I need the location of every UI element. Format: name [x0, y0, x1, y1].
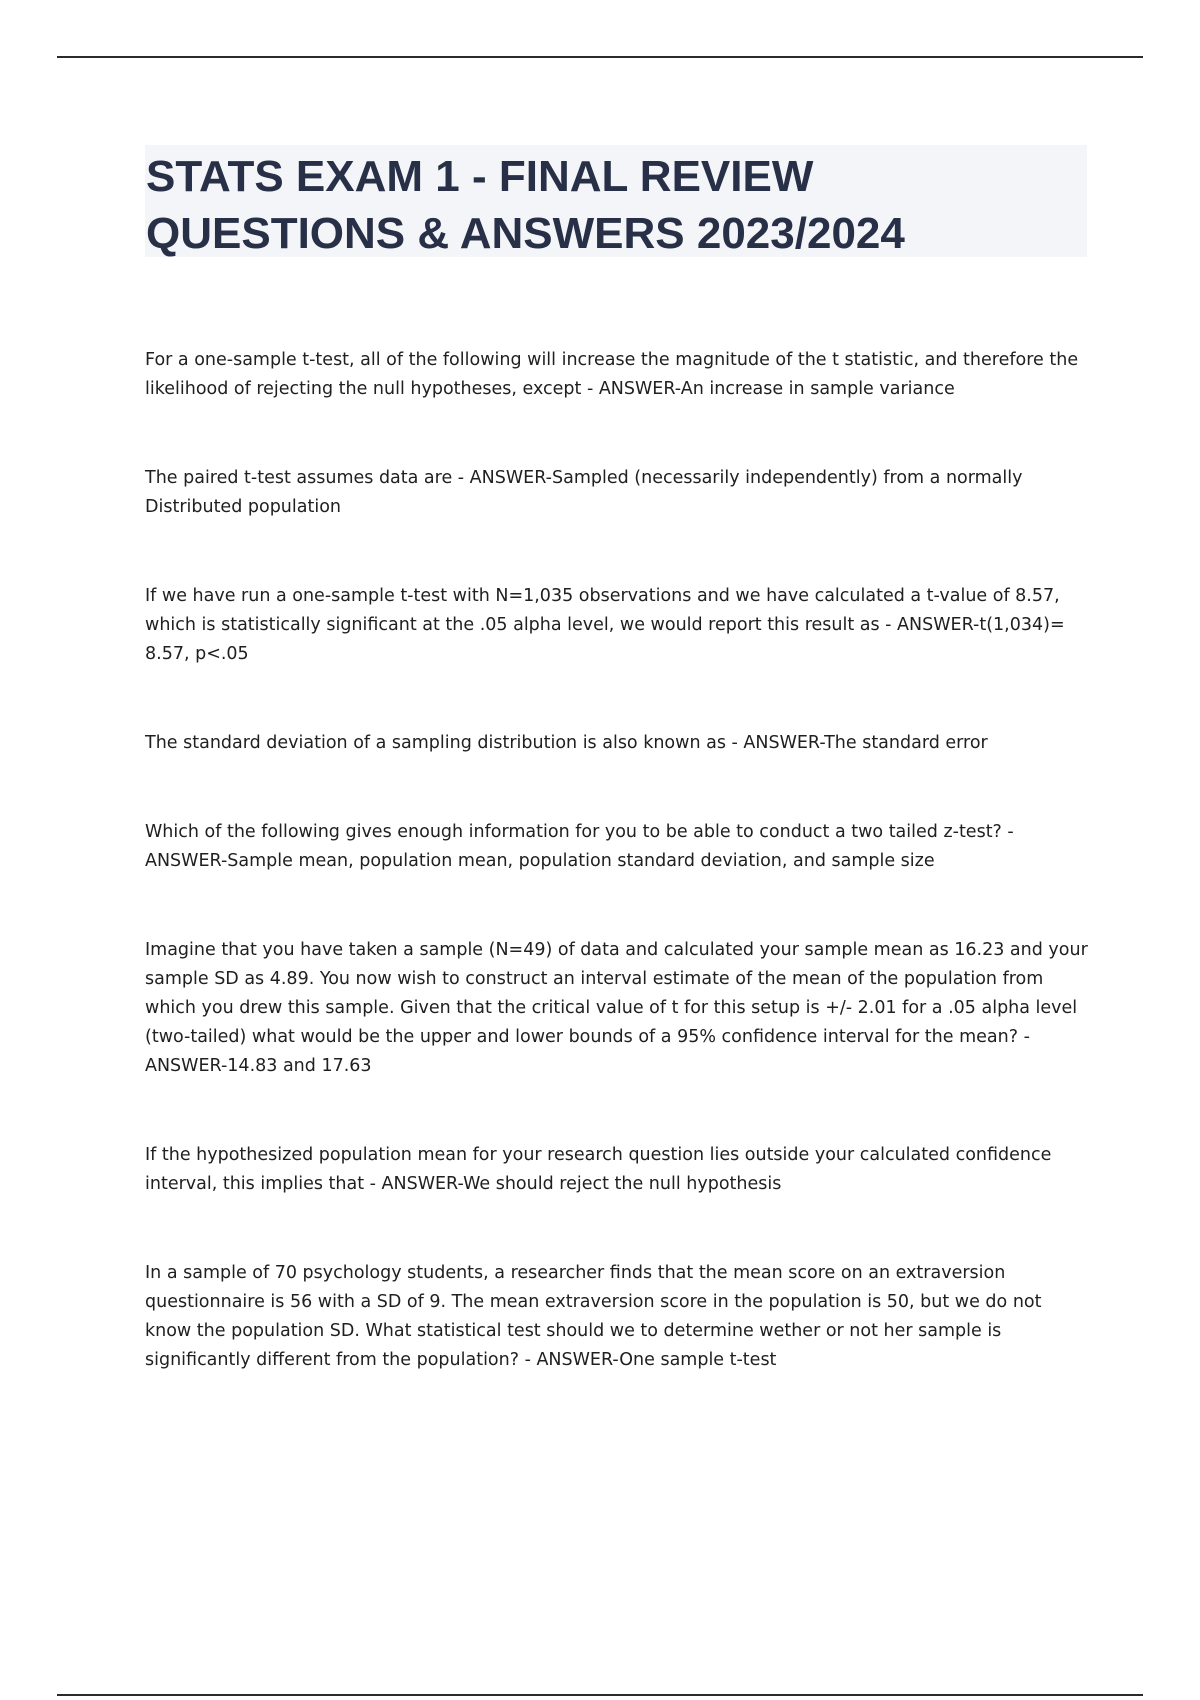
- question-text: Imagine that you have taken a sample (N=49) of data and calculated your sample mean as 16.23 and your sample SD as 4.89. You now wish to construct an interval estimate of the mean of the population from which you drew this sample. Given that the critical value of t for this setup is +/- 2.01 for a .05 alpha level (two-tailed) what would be the upper and lower bounds of a 95% confidence interval for the mean?: [145, 940, 1088, 1047]
- qa-item: [145, 936, 1090, 1081]
- question-text: For a one-sample t-test, all of the following will increase the magnitude of the t statistic, and therefore the likelihood of rejecting the null hypotheses, except: [145, 350, 1079, 399]
- answer-separator: - ANSWER-: [452, 468, 552, 488]
- question-text: In a sample of 70 psychology students, a researcher finds that the mean score on an extraversion questionnaire is 56 with a SD of 9. The mean extraversion score in the population is 50, but we do not know the population SD. What statistical test should we to determine wether or not her sample is significantly different from the population?: [145, 1263, 1042, 1370]
- answer-text: The standard error: [824, 733, 988, 753]
- qa-item: [145, 464, 1090, 522]
- answer-separator: - ANSWER-: [725, 733, 825, 753]
- qa-item: [145, 1141, 1090, 1199]
- answer-text: We should reject the null hypothesis: [463, 1174, 782, 1194]
- qa-item: [145, 729, 1090, 758]
- answer-text: 14.83 and 17.63: [227, 1056, 372, 1076]
- answer-separator: - ANSWER-: [581, 379, 681, 399]
- answer-text: Sampled (necessarily independently) from a normally Distributed population: [145, 468, 1023, 517]
- qa-item: [145, 582, 1090, 669]
- answer-separator: - ANSWER-: [519, 1350, 620, 1370]
- qa-item: [145, 1259, 1090, 1375]
- answer-separator: - ANSWER-: [145, 1027, 1030, 1076]
- qa-item: [145, 346, 1090, 404]
- answer-text: One sample t-test: [619, 1350, 777, 1370]
- answer-separator: - ANSWER-: [364, 1174, 464, 1194]
- top-rule: [57, 56, 1143, 58]
- answer-separator: - ANSWER-: [145, 822, 1014, 871]
- question-text: Which of the following gives enough information for you to be able to conduct a two tailed z-test?: [145, 822, 1002, 842]
- question-text: The standard deviation of a sampling distribution is also known as: [145, 733, 726, 753]
- answer-text: Sample mean, population mean, population standard deviation, and sample size: [227, 851, 935, 871]
- question-text: If we have run a one-sample t-test with N=1,035 observations and we have calculated a t-value of 8.57, which is statistically significant at the .05 alpha level, we would report this result as: [145, 586, 1060, 635]
- question-text: If the hypothesized population mean for your research question lies outside your calculated confidence interval, this implies that: [145, 1145, 1052, 1194]
- answer-text: An increase in sample variance: [680, 379, 955, 399]
- question-text: The paired t-test assumes data are: [145, 468, 453, 488]
- page-title: STATS EXAM 1 - FINAL REVIEW QUESTIONS & ANSWERS 2023/2024: [146, 152, 905, 258]
- answer-text: t(1,034)= 8.57, p<.05: [145, 615, 1065, 664]
- bottom-rule: [57, 1694, 1143, 1696]
- answer-separator: - ANSWER-: [879, 615, 980, 635]
- qa-list: [145, 346, 1090, 1375]
- qa-item: [145, 818, 1090, 876]
